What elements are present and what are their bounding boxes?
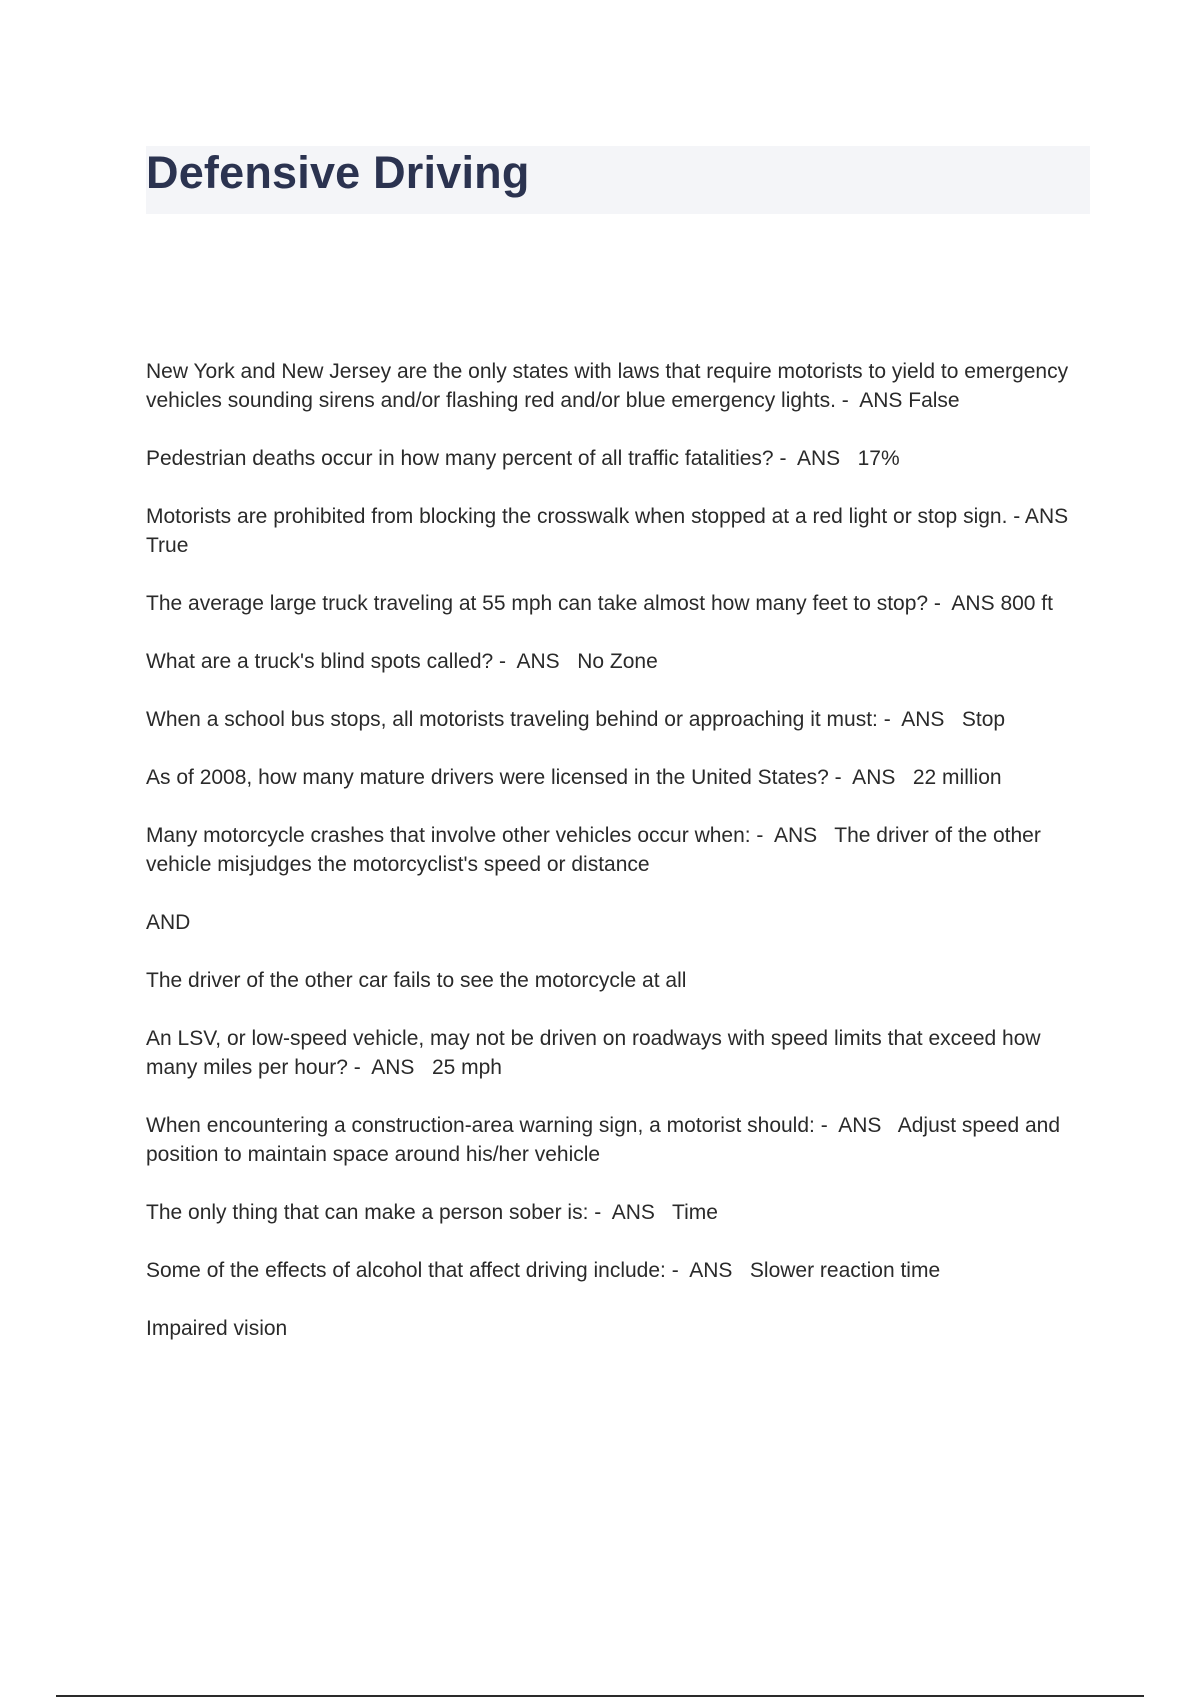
qa-item: Some of the effects of alcohol that affect driving include: - ANS Slower reaction time: [146, 1259, 941, 1282]
qa-item: Motorists are prohibited from blocking the crosswalk when stopped at a red light or stop sign. - ANS True: [146, 505, 1086, 557]
page-bottom-rule: [56, 1695, 1144, 1697]
qa-item: The driver of the other car fails to see the motorcycle at all: [146, 969, 687, 992]
qa-item: What are a truck's blind spots called? - ANS No Zone: [146, 650, 658, 673]
qa-item: New York and New Jersey are the only states with laws that require motorists to yield to emergency vehicles sounding sirens and/or flashing red and/or blue emergency lights. - ANS False: [146, 360, 1074, 412]
qa-item: Many motorcycle crashes that involve other vehicles occur when: - ANS The driver of the other vehicle misjudges the motorcyclist's speed or distance: [146, 824, 1047, 876]
qa-item: Pedestrian deaths occur in how many percent of all traffic fatalities? - ANS 17%: [146, 447, 900, 470]
qa-item: When a school bus stops, all motorists traveling behind or approaching it must: - ANS Stop: [146, 708, 1006, 731]
qa-item: As of 2008, how many mature drivers were licensed in the United States? - ANS 22 million: [146, 766, 1002, 789]
qa-item: An LSV, or low-speed vehicle, may not be driven on roadways with speed limits that exceed how many miles per hour? - ANS 25 mph: [146, 1027, 1047, 1079]
qa-item: AND: [146, 911, 191, 934]
qa-item: The average large truck traveling at 55 mph can take almost how many feet to stop? - ANS 800 ft: [146, 592, 1053, 615]
qa-item: Impaired vision: [146, 1317, 288, 1340]
qa-item: The only thing that can make a person sober is: - ANS Time: [146, 1201, 718, 1224]
qa-item: When encountering a construction-area warning sign, a motorist should: - ANS Adjust speed and position to maintain space around his/her vehicle: [146, 1114, 1066, 1166]
page-title: Defensive Driving: [146, 147, 530, 198]
document-body: [146, 357, 1086, 1372]
